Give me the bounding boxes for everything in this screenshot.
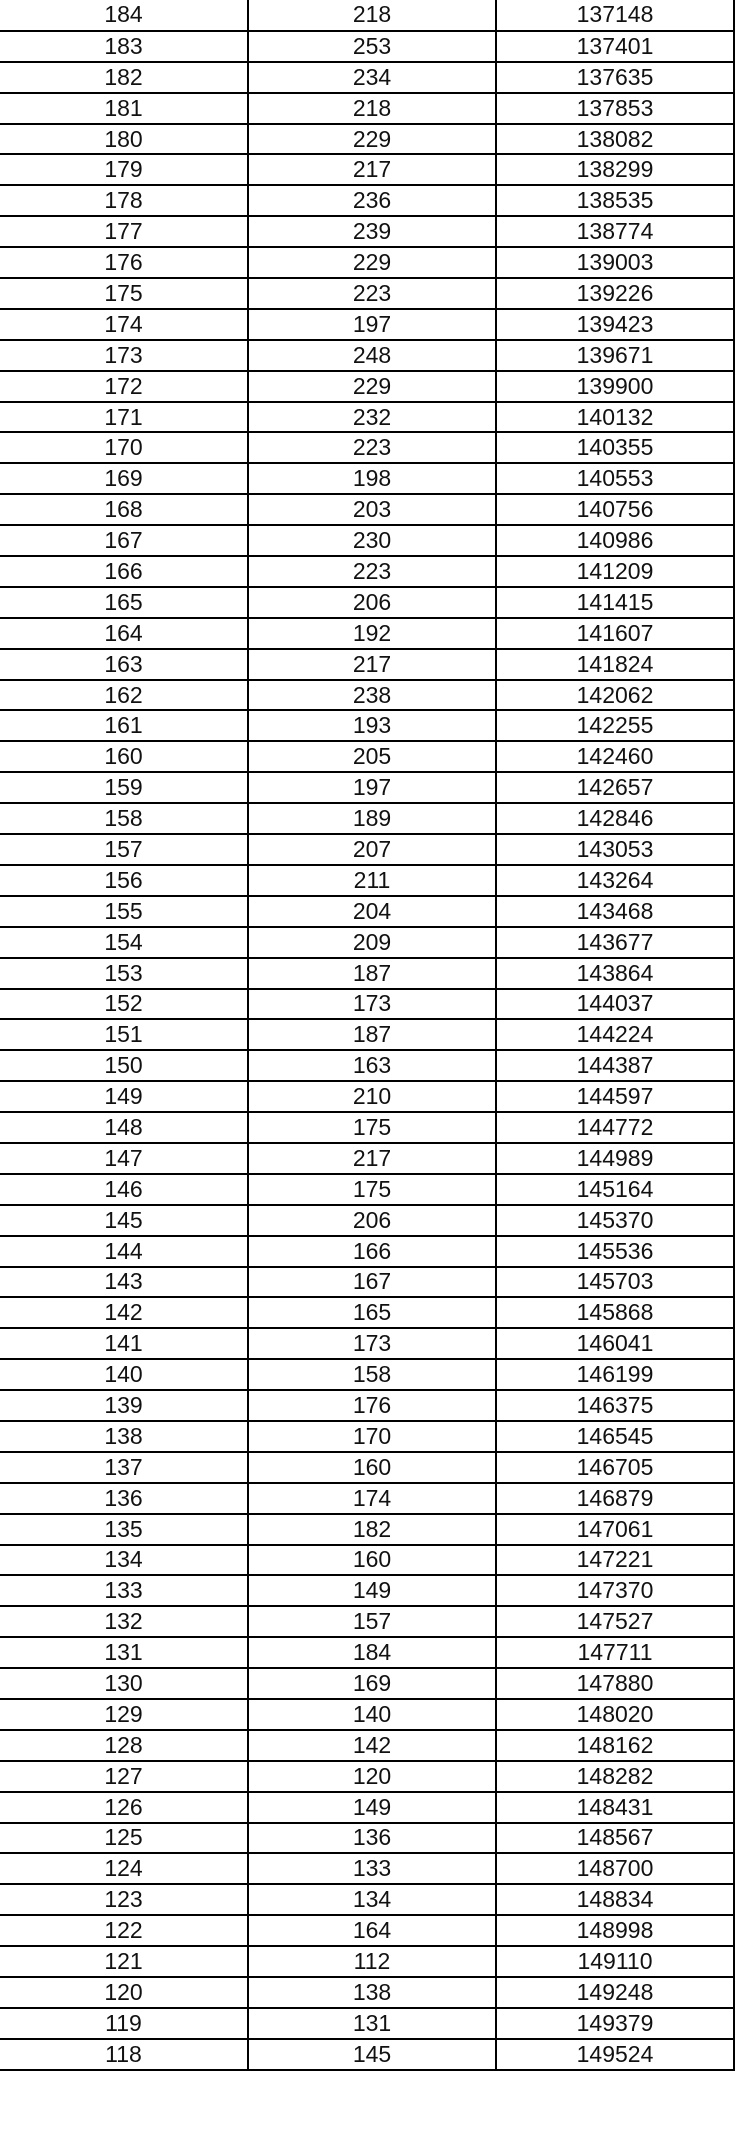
cumulative-cell: 149248: [496, 1977, 734, 2008]
cumulative-cell: 142062: [496, 680, 734, 711]
table-row: [0, 587, 734, 618]
table-row: [0, 1359, 734, 1390]
score-cell: 178: [0, 185, 248, 216]
count-cell: 236: [248, 185, 496, 216]
table-row: [0, 1236, 734, 1267]
table-row: [0, 1205, 734, 1236]
table-row: [0, 1019, 734, 1050]
count-cell: 140: [248, 1699, 496, 1730]
count-cell: 173: [248, 989, 496, 1020]
score-cell: 121: [0, 1946, 248, 1977]
cumulative-cell: 139671: [496, 340, 734, 371]
cumulative-cell: 147061: [496, 1514, 734, 1545]
table-row: [0, 2008, 734, 2039]
table-row: [0, 1421, 734, 1452]
score-cell: 118: [0, 2039, 248, 2070]
count-cell: 203: [248, 494, 496, 525]
score-cell: 145: [0, 1205, 248, 1236]
cumulative-cell: 141607: [496, 618, 734, 649]
score-cell: 135: [0, 1514, 248, 1545]
score-cell: 126: [0, 1792, 248, 1823]
cumulative-cell: 139900: [496, 371, 734, 402]
cumulative-cell: 141824: [496, 649, 734, 680]
cumulative-cell: 140986: [496, 525, 734, 556]
cumulative-cell: 147880: [496, 1668, 734, 1699]
count-cell: 239: [248, 216, 496, 247]
cumulative-cell: 146375: [496, 1390, 734, 1421]
table-row: [0, 649, 734, 680]
count-cell: 174: [248, 1483, 496, 1514]
cumulative-cell: 148020: [496, 1699, 734, 1730]
table-row: [0, 1267, 734, 1298]
table-row: [0, 927, 734, 958]
table-row: [0, 1853, 734, 1884]
table-row: [0, 1514, 734, 1545]
score-cell: 158: [0, 803, 248, 834]
count-cell: 165: [248, 1297, 496, 1328]
table-row: [0, 247, 734, 278]
score-cell: 182: [0, 62, 248, 93]
cumulative-cell: 140553: [496, 463, 734, 494]
score-cell: 149: [0, 1081, 248, 1112]
cumulative-cell: 148567: [496, 1823, 734, 1854]
table-row: [0, 185, 734, 216]
cumulative-cell: 140132: [496, 402, 734, 433]
table-row: [0, 1730, 734, 1761]
cumulative-cell: 144772: [496, 1112, 734, 1143]
table-row: [0, 1483, 734, 1514]
cumulative-cell: 149524: [496, 2039, 734, 2070]
count-cell: 187: [248, 958, 496, 989]
score-cell: 165: [0, 587, 248, 618]
cumulative-cell: 143864: [496, 958, 734, 989]
score-cell: 128: [0, 1730, 248, 1761]
score-cell: 167: [0, 525, 248, 556]
cumulative-cell: 138299: [496, 154, 734, 185]
table-row: [0, 124, 734, 155]
table-row: [0, 494, 734, 525]
score-cell: 127: [0, 1761, 248, 1792]
cumulative-cell: 143053: [496, 834, 734, 865]
cumulative-cell: 144597: [496, 1081, 734, 1112]
cumulative-cell: 148162: [496, 1730, 734, 1761]
table-row: [0, 865, 734, 896]
count-cell: 206: [248, 1205, 496, 1236]
count-cell: 218: [248, 0, 496, 31]
cumulative-cell: 141415: [496, 587, 734, 618]
score-cell: 172: [0, 371, 248, 402]
count-cell: 136: [248, 1823, 496, 1854]
count-cell: 211: [248, 865, 496, 896]
cumulative-cell: 143468: [496, 896, 734, 927]
cumulative-cell: 145164: [496, 1174, 734, 1205]
cumulative-cell: 137635: [496, 62, 734, 93]
score-cell: 141: [0, 1328, 248, 1359]
score-cell: 130: [0, 1668, 248, 1699]
count-cell: 160: [248, 1545, 496, 1576]
count-cell: 217: [248, 649, 496, 680]
table-row: [0, 340, 734, 371]
count-cell: 182: [248, 1514, 496, 1545]
count-cell: 164: [248, 1915, 496, 1946]
table-row: [0, 1545, 734, 1576]
table-row: [0, 1575, 734, 1606]
score-cell: 170: [0, 432, 248, 463]
count-cell: 232: [248, 402, 496, 433]
count-cell: 223: [248, 278, 496, 309]
cumulative-cell: 137853: [496, 93, 734, 124]
score-cell: 177: [0, 216, 248, 247]
score-cell: 184: [0, 0, 248, 31]
count-cell: 142: [248, 1730, 496, 1761]
table-row: [0, 556, 734, 587]
score-cell: 169: [0, 463, 248, 494]
cumulative-cell: 142460: [496, 741, 734, 772]
table-row: [0, 216, 734, 247]
score-cell: 120: [0, 1977, 248, 2008]
table-row: [0, 896, 734, 927]
count-cell: 230: [248, 525, 496, 556]
table-row: [0, 741, 734, 772]
table-row: [0, 1606, 734, 1637]
cumulative-cell: 146879: [496, 1483, 734, 1514]
cumulative-cell: 146705: [496, 1452, 734, 1483]
table-row: [0, 2039, 734, 2070]
cumulative-cell: 145703: [496, 1267, 734, 1298]
score-cell: 173: [0, 340, 248, 371]
table-row: [0, 1637, 734, 1668]
table-row: [0, 1977, 734, 2008]
count-cell: 160: [248, 1452, 496, 1483]
cumulative-cell: 146041: [496, 1328, 734, 1359]
count-cell: 175: [248, 1174, 496, 1205]
count-cell: 193: [248, 710, 496, 741]
score-cell: 150: [0, 1050, 248, 1081]
count-cell: 167: [248, 1267, 496, 1298]
table-row: [0, 1668, 734, 1699]
count-cell: 149: [248, 1575, 496, 1606]
cumulative-cell: 138082: [496, 124, 734, 155]
score-cell: 131: [0, 1637, 248, 1668]
cumulative-cell: 147370: [496, 1575, 734, 1606]
score-cell: 157: [0, 834, 248, 865]
count-cell: 145: [248, 2039, 496, 2070]
count-cell: 218: [248, 93, 496, 124]
score-cell: 140: [0, 1359, 248, 1390]
cumulative-cell: 149110: [496, 1946, 734, 1977]
count-cell: 248: [248, 340, 496, 371]
table-row: [0, 803, 734, 834]
score-cell: 164: [0, 618, 248, 649]
table-row: [0, 834, 734, 865]
score-cell: 125: [0, 1823, 248, 1854]
table-row: [0, 958, 734, 989]
score-cell: 183: [0, 31, 248, 62]
table-row: [0, 1792, 734, 1823]
count-cell: 175: [248, 1112, 496, 1143]
cumulative-cell: 144224: [496, 1019, 734, 1050]
cumulative-cell: 146199: [496, 1359, 734, 1390]
cumulative-cell: 148282: [496, 1761, 734, 1792]
score-cell: 162: [0, 680, 248, 711]
table-row: [0, 31, 734, 62]
count-cell: 207: [248, 834, 496, 865]
table-row: [0, 1143, 734, 1174]
cumulative-cell: 141209: [496, 556, 734, 587]
score-cell: 143: [0, 1267, 248, 1298]
cumulative-cell: 144989: [496, 1143, 734, 1174]
count-cell: 170: [248, 1421, 496, 1452]
cumulative-cell: 137148: [496, 0, 734, 31]
table-row: [0, 1112, 734, 1143]
count-cell: 223: [248, 556, 496, 587]
cumulative-cell: 139226: [496, 278, 734, 309]
score-cell: 179: [0, 154, 248, 185]
count-cell: 192: [248, 618, 496, 649]
score-cell: 147: [0, 1143, 248, 1174]
count-cell: 133: [248, 1853, 496, 1884]
cumulative-cell: 140756: [496, 494, 734, 525]
table-row: [0, 710, 734, 741]
count-cell: 206: [248, 587, 496, 618]
count-cell: 229: [248, 371, 496, 402]
table-row: [0, 680, 734, 711]
table-row: [0, 154, 734, 185]
cumulative-cell: 137401: [496, 31, 734, 62]
score-cell: 155: [0, 896, 248, 927]
cumulative-cell: 138535: [496, 185, 734, 216]
count-cell: 157: [248, 1606, 496, 1637]
table-row: [0, 1884, 734, 1915]
table-row: [0, 309, 734, 340]
table-row: [0, 1823, 734, 1854]
count-cell: 205: [248, 741, 496, 772]
cumulative-cell: 139423: [496, 309, 734, 340]
score-cell: 171: [0, 402, 248, 433]
score-cell: 181: [0, 93, 248, 124]
score-cell: 154: [0, 927, 248, 958]
table-row: [0, 1390, 734, 1421]
table-row: [0, 1915, 734, 1946]
score-cell: 137: [0, 1452, 248, 1483]
score-cell: 148: [0, 1112, 248, 1143]
cumulative-cell: 142255: [496, 710, 734, 741]
score-cell: 175: [0, 278, 248, 309]
score-cell: 144: [0, 1236, 248, 1267]
count-cell: 134: [248, 1884, 496, 1915]
table-row: [0, 1946, 734, 1977]
score-cell: 176: [0, 247, 248, 278]
score-cell: 124: [0, 1853, 248, 1884]
count-cell: 234: [248, 62, 496, 93]
table-row: [0, 772, 734, 803]
score-cell: 138: [0, 1421, 248, 1452]
count-cell: 253: [248, 31, 496, 62]
count-cell: 217: [248, 1143, 496, 1174]
count-cell: 238: [248, 680, 496, 711]
count-cell: 184: [248, 1637, 496, 1668]
count-cell: 173: [248, 1328, 496, 1359]
cumulative-cell: 147221: [496, 1545, 734, 1576]
cumulative-cell: 146545: [496, 1421, 734, 1452]
table-row: [0, 1050, 734, 1081]
table-row: [0, 1081, 734, 1112]
count-cell: 149: [248, 1792, 496, 1823]
count-cell: 189: [248, 803, 496, 834]
cumulative-cell: 144037: [496, 989, 734, 1020]
count-cell: 163: [248, 1050, 496, 1081]
cumulative-cell: 145370: [496, 1205, 734, 1236]
cumulative-cell: 145868: [496, 1297, 734, 1328]
cumulative-cell: 144387: [496, 1050, 734, 1081]
count-cell: 229: [248, 247, 496, 278]
cumulative-cell: 142657: [496, 772, 734, 803]
score-cell: 166: [0, 556, 248, 587]
table-row: [0, 618, 734, 649]
count-cell: 197: [248, 309, 496, 340]
count-cell: 166: [248, 1236, 496, 1267]
table-row: [0, 1761, 734, 1792]
score-cell: 168: [0, 494, 248, 525]
count-cell: 204: [248, 896, 496, 927]
table-row: [0, 989, 734, 1020]
score-cell: 119: [0, 2008, 248, 2039]
cumulative-cell: 142846: [496, 803, 734, 834]
cumulative-cell: 147711: [496, 1637, 734, 1668]
table-row: [0, 1328, 734, 1359]
table-row: [0, 371, 734, 402]
score-cell: 161: [0, 710, 248, 741]
cumulative-cell: 149379: [496, 2008, 734, 2039]
score-cell: 153: [0, 958, 248, 989]
table-row: [0, 1297, 734, 1328]
score-cell: 129: [0, 1699, 248, 1730]
cumulative-cell: 148834: [496, 1884, 734, 1915]
table-row: [0, 1452, 734, 1483]
cumulative-cell: 143264: [496, 865, 734, 896]
score-cell: 123: [0, 1884, 248, 1915]
table-row: [0, 62, 734, 93]
cumulative-cell: 143677: [496, 927, 734, 958]
cumulative-cell: 140355: [496, 432, 734, 463]
table-row: [0, 93, 734, 124]
count-cell: 209: [248, 927, 496, 958]
table-row: [0, 402, 734, 433]
cumulative-cell: 147527: [496, 1606, 734, 1637]
table-row: [0, 1174, 734, 1205]
count-cell: 187: [248, 1019, 496, 1050]
cumulative-cell: 145536: [496, 1236, 734, 1267]
count-cell: 120: [248, 1761, 496, 1792]
score-cell: 163: [0, 649, 248, 680]
count-cell: 169: [248, 1668, 496, 1699]
count-cell: 198: [248, 463, 496, 494]
score-cell: 152: [0, 989, 248, 1020]
score-cell: 142: [0, 1297, 248, 1328]
cumulative-cell: 148700: [496, 1853, 734, 1884]
score-cell: 132: [0, 1606, 248, 1637]
score-cell: 134: [0, 1545, 248, 1576]
score-cell: 159: [0, 772, 248, 803]
score-cell: 122: [0, 1915, 248, 1946]
score-cell: 174: [0, 309, 248, 340]
count-cell: 138: [248, 1977, 496, 2008]
score-cell: 160: [0, 741, 248, 772]
count-cell: 131: [248, 2008, 496, 2039]
cumulative-cell: 148431: [496, 1792, 734, 1823]
score-cell: 151: [0, 1019, 248, 1050]
score-cell: 146: [0, 1174, 248, 1205]
table-row: [0, 463, 734, 494]
count-cell: 229: [248, 124, 496, 155]
count-cell: 112: [248, 1946, 496, 1977]
cumulative-cell: 138774: [496, 216, 734, 247]
table-row: [0, 0, 734, 31]
score-cell: 156: [0, 865, 248, 896]
score-cell: 180: [0, 124, 248, 155]
table-row: [0, 432, 734, 463]
count-cell: 197: [248, 772, 496, 803]
count-cell: 210: [248, 1081, 496, 1112]
count-cell: 176: [248, 1390, 496, 1421]
count-cell: 158: [248, 1359, 496, 1390]
score-cell: 139: [0, 1390, 248, 1421]
score-cell: 136: [0, 1483, 248, 1514]
count-cell: 217: [248, 154, 496, 185]
cumulative-cell: 139003: [496, 247, 734, 278]
table-row: [0, 278, 734, 309]
table-row: [0, 1699, 734, 1730]
cumulative-cell: 148998: [496, 1915, 734, 1946]
score-cell: 133: [0, 1575, 248, 1606]
count-cell: 223: [248, 432, 496, 463]
table-row: [0, 525, 734, 556]
